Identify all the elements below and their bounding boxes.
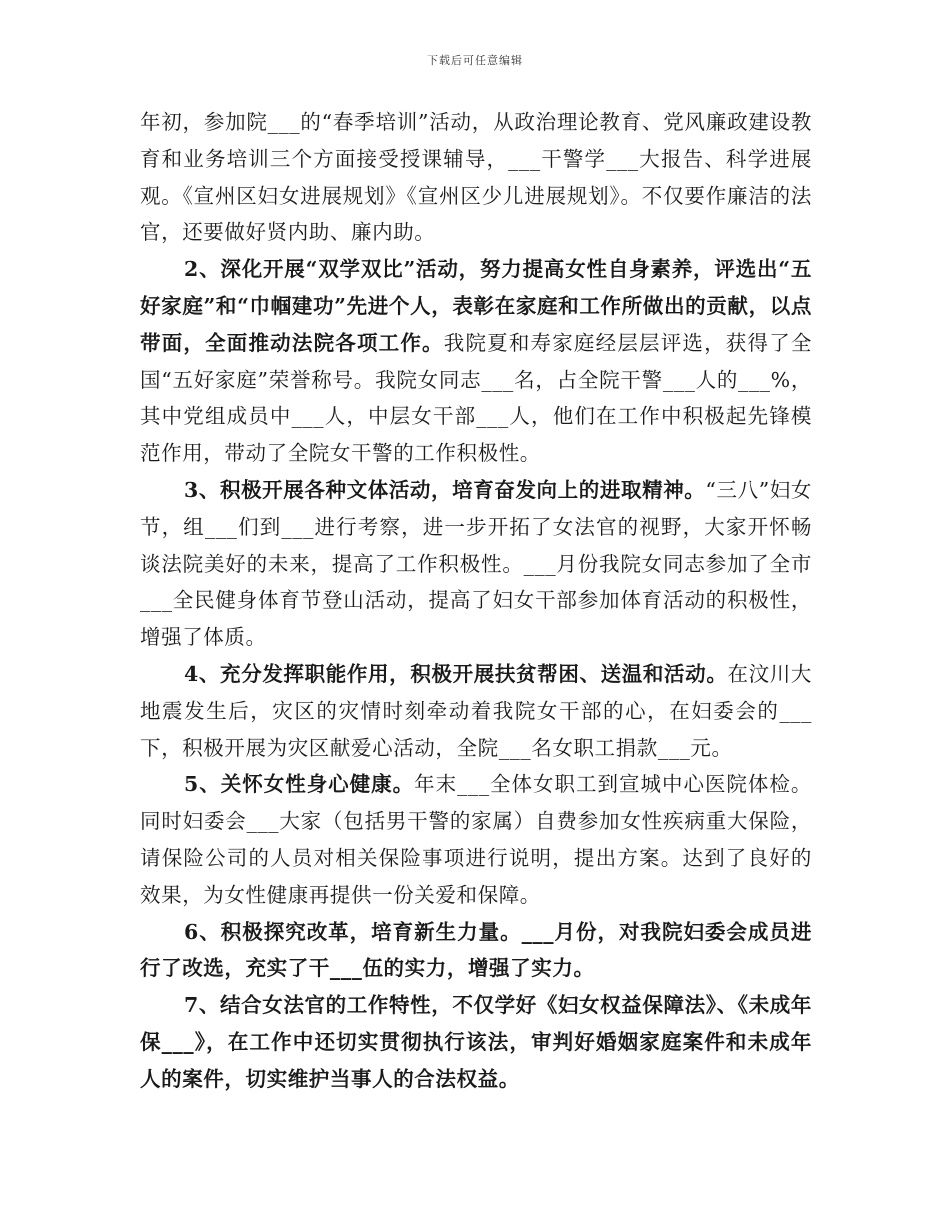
paragraph-2 — [140, 251, 812, 472]
paragraph-text: 我院夏和寿家庭经层层评选，获得了全国“五好家庭”荣誉称号。我院女同志___名，占全院干警___人的___%，其中党组成员中___人，中层女干部___人，他们在工作中积极起先锋模范作用，带动了全院女干警的工作积极性。 — [140, 330, 812, 466]
paragraph-lead: 2、深化开展“双学双比”活动，努力提高女性自身素养，评选出“五好家庭”和“巾帼建功”先进个人，表彰在家庭和工作所做出的贡献，以点带面，全面推动法院各项工作。 — [140, 257, 812, 355]
paragraph-lead: 6、积极探究改革，培育新生力量。___月份，对我院妇委会成员进行了改选，充实了干___伍的实力，增强了实力。 — [140, 919, 812, 981]
paragraph-text: 在汶川大地震发生后，灾区的灾情时刻牵动着我院女干部的心，在妇委会的___下，积极开展为灾区献爱心活动，全院___名女职工捐款___元。 — [140, 661, 812, 760]
paragraph-text: 年末___全体女职工到宣城中心医院体检。同时妇委会___大家（包括男干警的家属）自费参加女性疾病重大保险，请保险公司的人员对相关保险事项进行说明，提出方案。达到了良好的效果，为女性健康再提供一份关爱和保障。 — [140, 772, 812, 907]
page-header-note: 下载后可任意编辑 — [427, 54, 523, 67]
paragraph-lead: 4、充分发挥职能作用，积极开展扶贫帮困、送温和活动。 — [184, 661, 728, 686]
paragraph-6 — [140, 914, 812, 988]
paragraph-lead: 5、关怀女性身心健康。 — [184, 772, 415, 797]
paragraph-lead: 7、结合女法官的工作特性，不仅学好《妇女权益保障法》、《未成年保___》，在工作中还切实贯彻执行该法，审判好婚姻家庭案件和未成年人的案件，切实维护当事人的合法权益。 — [140, 993, 812, 1091]
paragraph-1 — [140, 104, 812, 251]
paragraph-text: 年初，参加院___的“春季培训”活动，从政治理论教育、党风廉政建设教育和业务培训三个方面接受授课辅导，___干警学___大报告、科学进展观。《宣州区妇女进展规划》《宣州区少儿进展规划》。不仅要作廉洁的法官，还要做好贤内助、廉内助。 — [140, 110, 812, 245]
paragraph-7 — [140, 987, 812, 1097]
paragraph-3 — [140, 472, 812, 656]
paragraph-lead: 3、积极开展各种文体活动，培育奋发向上的进取精神。 — [184, 477, 706, 502]
paragraph-5 — [140, 766, 812, 913]
paragraph-4 — [140, 656, 812, 766]
paragraph-text: “三八”妇女节，组___们到___进行考察，进一步开拓了女法官的视野，大家开怀畅谈法院美好的未来，提高了工作积极性。___月份我院女同志参加了全市___全民健身体育节登山活动，提高了妇女干部参加体育活动的积极性，增强了体质。 — [140, 477, 812, 650]
document-body — [140, 104, 812, 1098]
